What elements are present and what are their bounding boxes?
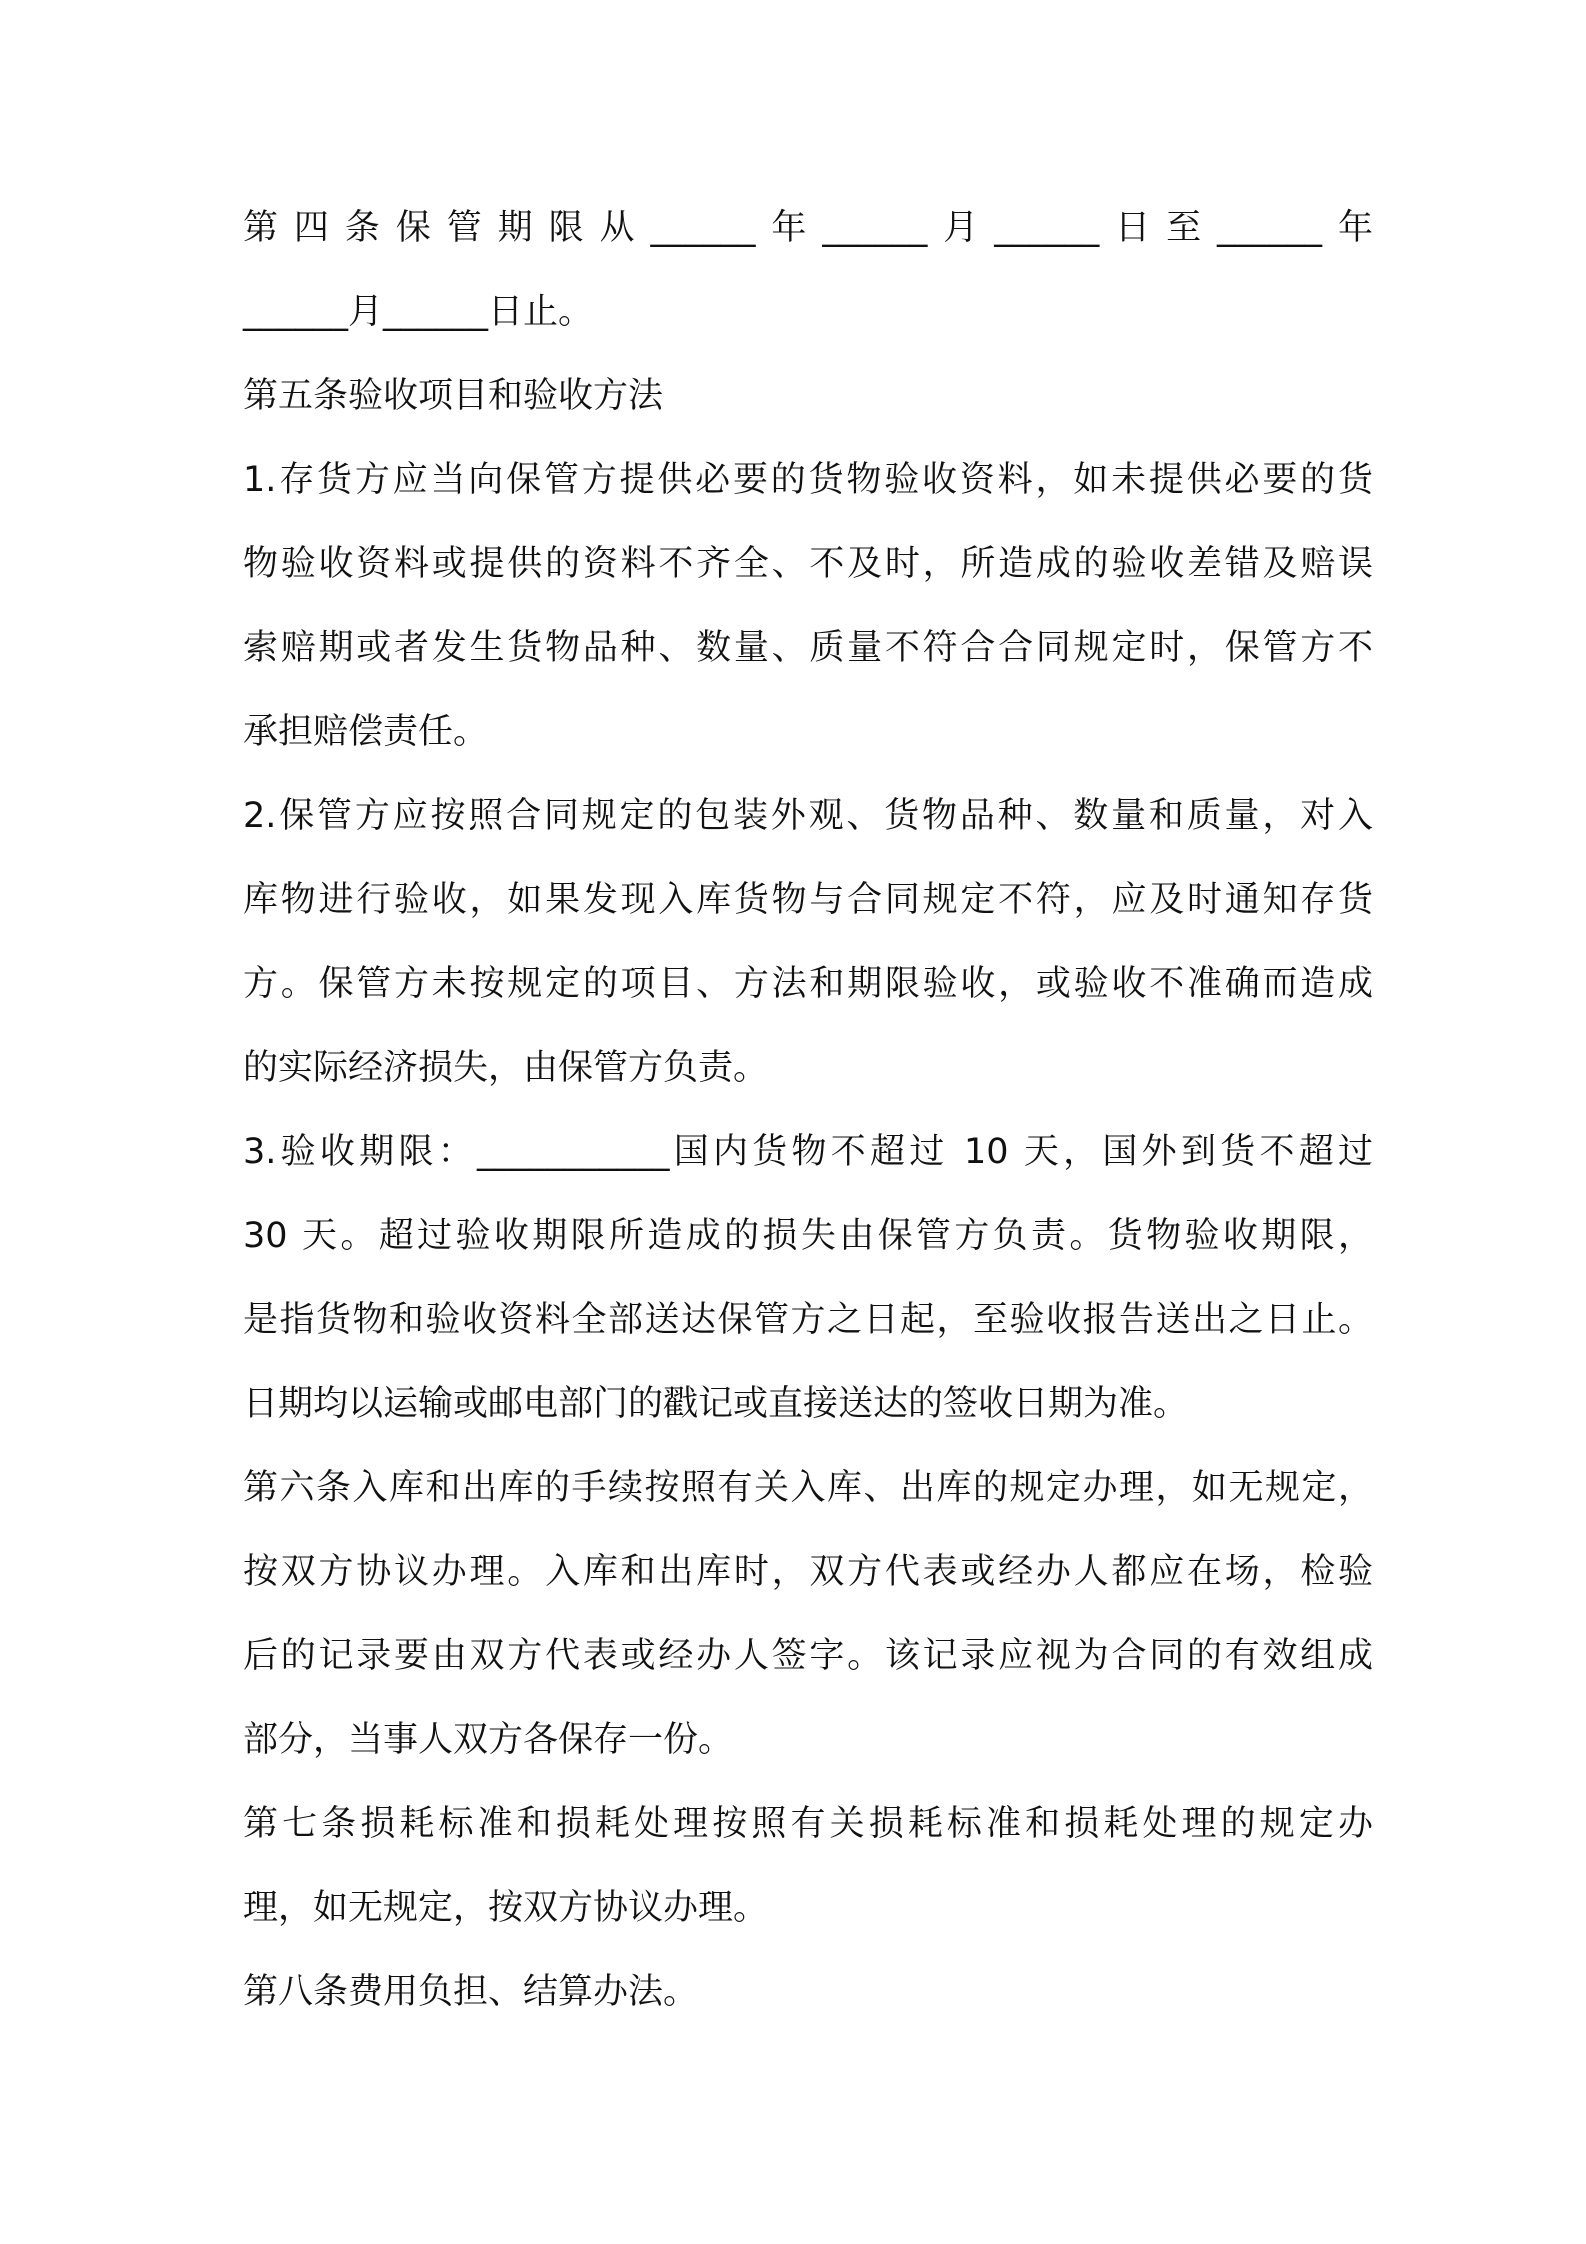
section-heading: 第五条验收项目和验收方法 [243,376,664,416]
text-line: 日期均以运输或邮电部门的戳记或直接送达的签收日期为准。 [243,1384,1189,1424]
text-line: 部分，当事人双方各保存一份。 [243,1720,734,1760]
text-line: 方。保管方未按规定的项目、方法和期限验收，或验收不准确而造成 [243,964,1373,1004]
text-line: 后的记录要由双方代表或经办人签字。该记录应视为合同的有效组成 [243,1636,1373,1676]
section-heading: 第八条费用负担、结算办法。 [243,1972,699,2012]
text-line: 按双方协议办理。入库和出库时，双方代表或经办人都应在场，检验 [243,1552,1373,1592]
text-line: 第六条入库和出库的手续按照有关入库、出库的规定办理，如无规定， [243,1468,1373,1508]
text-line: 第七条损耗标准和损耗处理按照有关损耗标准和损耗处理的规定办 [243,1804,1373,1844]
text-line: 30 天。超过验收期限所造成的损失由保管方负责。货物验收期限， [243,1216,1373,1256]
text-line: 物验收资料或提供的资料不齐全、不及时，所造成的验收差错及赔误 [243,544,1373,584]
text-line: ______月______日止。 [243,292,594,332]
text-line: 索赔期或者发生货物品种、数量、质量不符合合同规定时，保管方不 [243,628,1373,668]
text-line: 库物进行验收，如果发现入库货物与合同规定不符，应及时通知存货 [243,880,1373,920]
text-line: 3.验收期限：___________国内货物不超过 10 天，国外到货不超过 [243,1132,1373,1172]
text-line: 1.存货方应当向保管方提供必要的货物验收资料，如未提供必要的货 [243,460,1373,500]
text-line: 第四条保管期限从______年______月______日至______年 [243,208,1373,248]
text-line: 理，如无规定，按双方协议办理。 [243,1888,769,1928]
text-line: 2.保管方应按照合同规定的包装外观、货物品种、数量和质量，对入 [243,796,1373,836]
text-line: 的实际经济损失，由保管方负责。 [243,1048,769,1088]
text-line: 是指货物和验收资料全部送达保管方之日起，至验收报告送出之日止。 [243,1300,1373,1340]
text-line: 承担赔偿责任。 [243,712,489,752]
